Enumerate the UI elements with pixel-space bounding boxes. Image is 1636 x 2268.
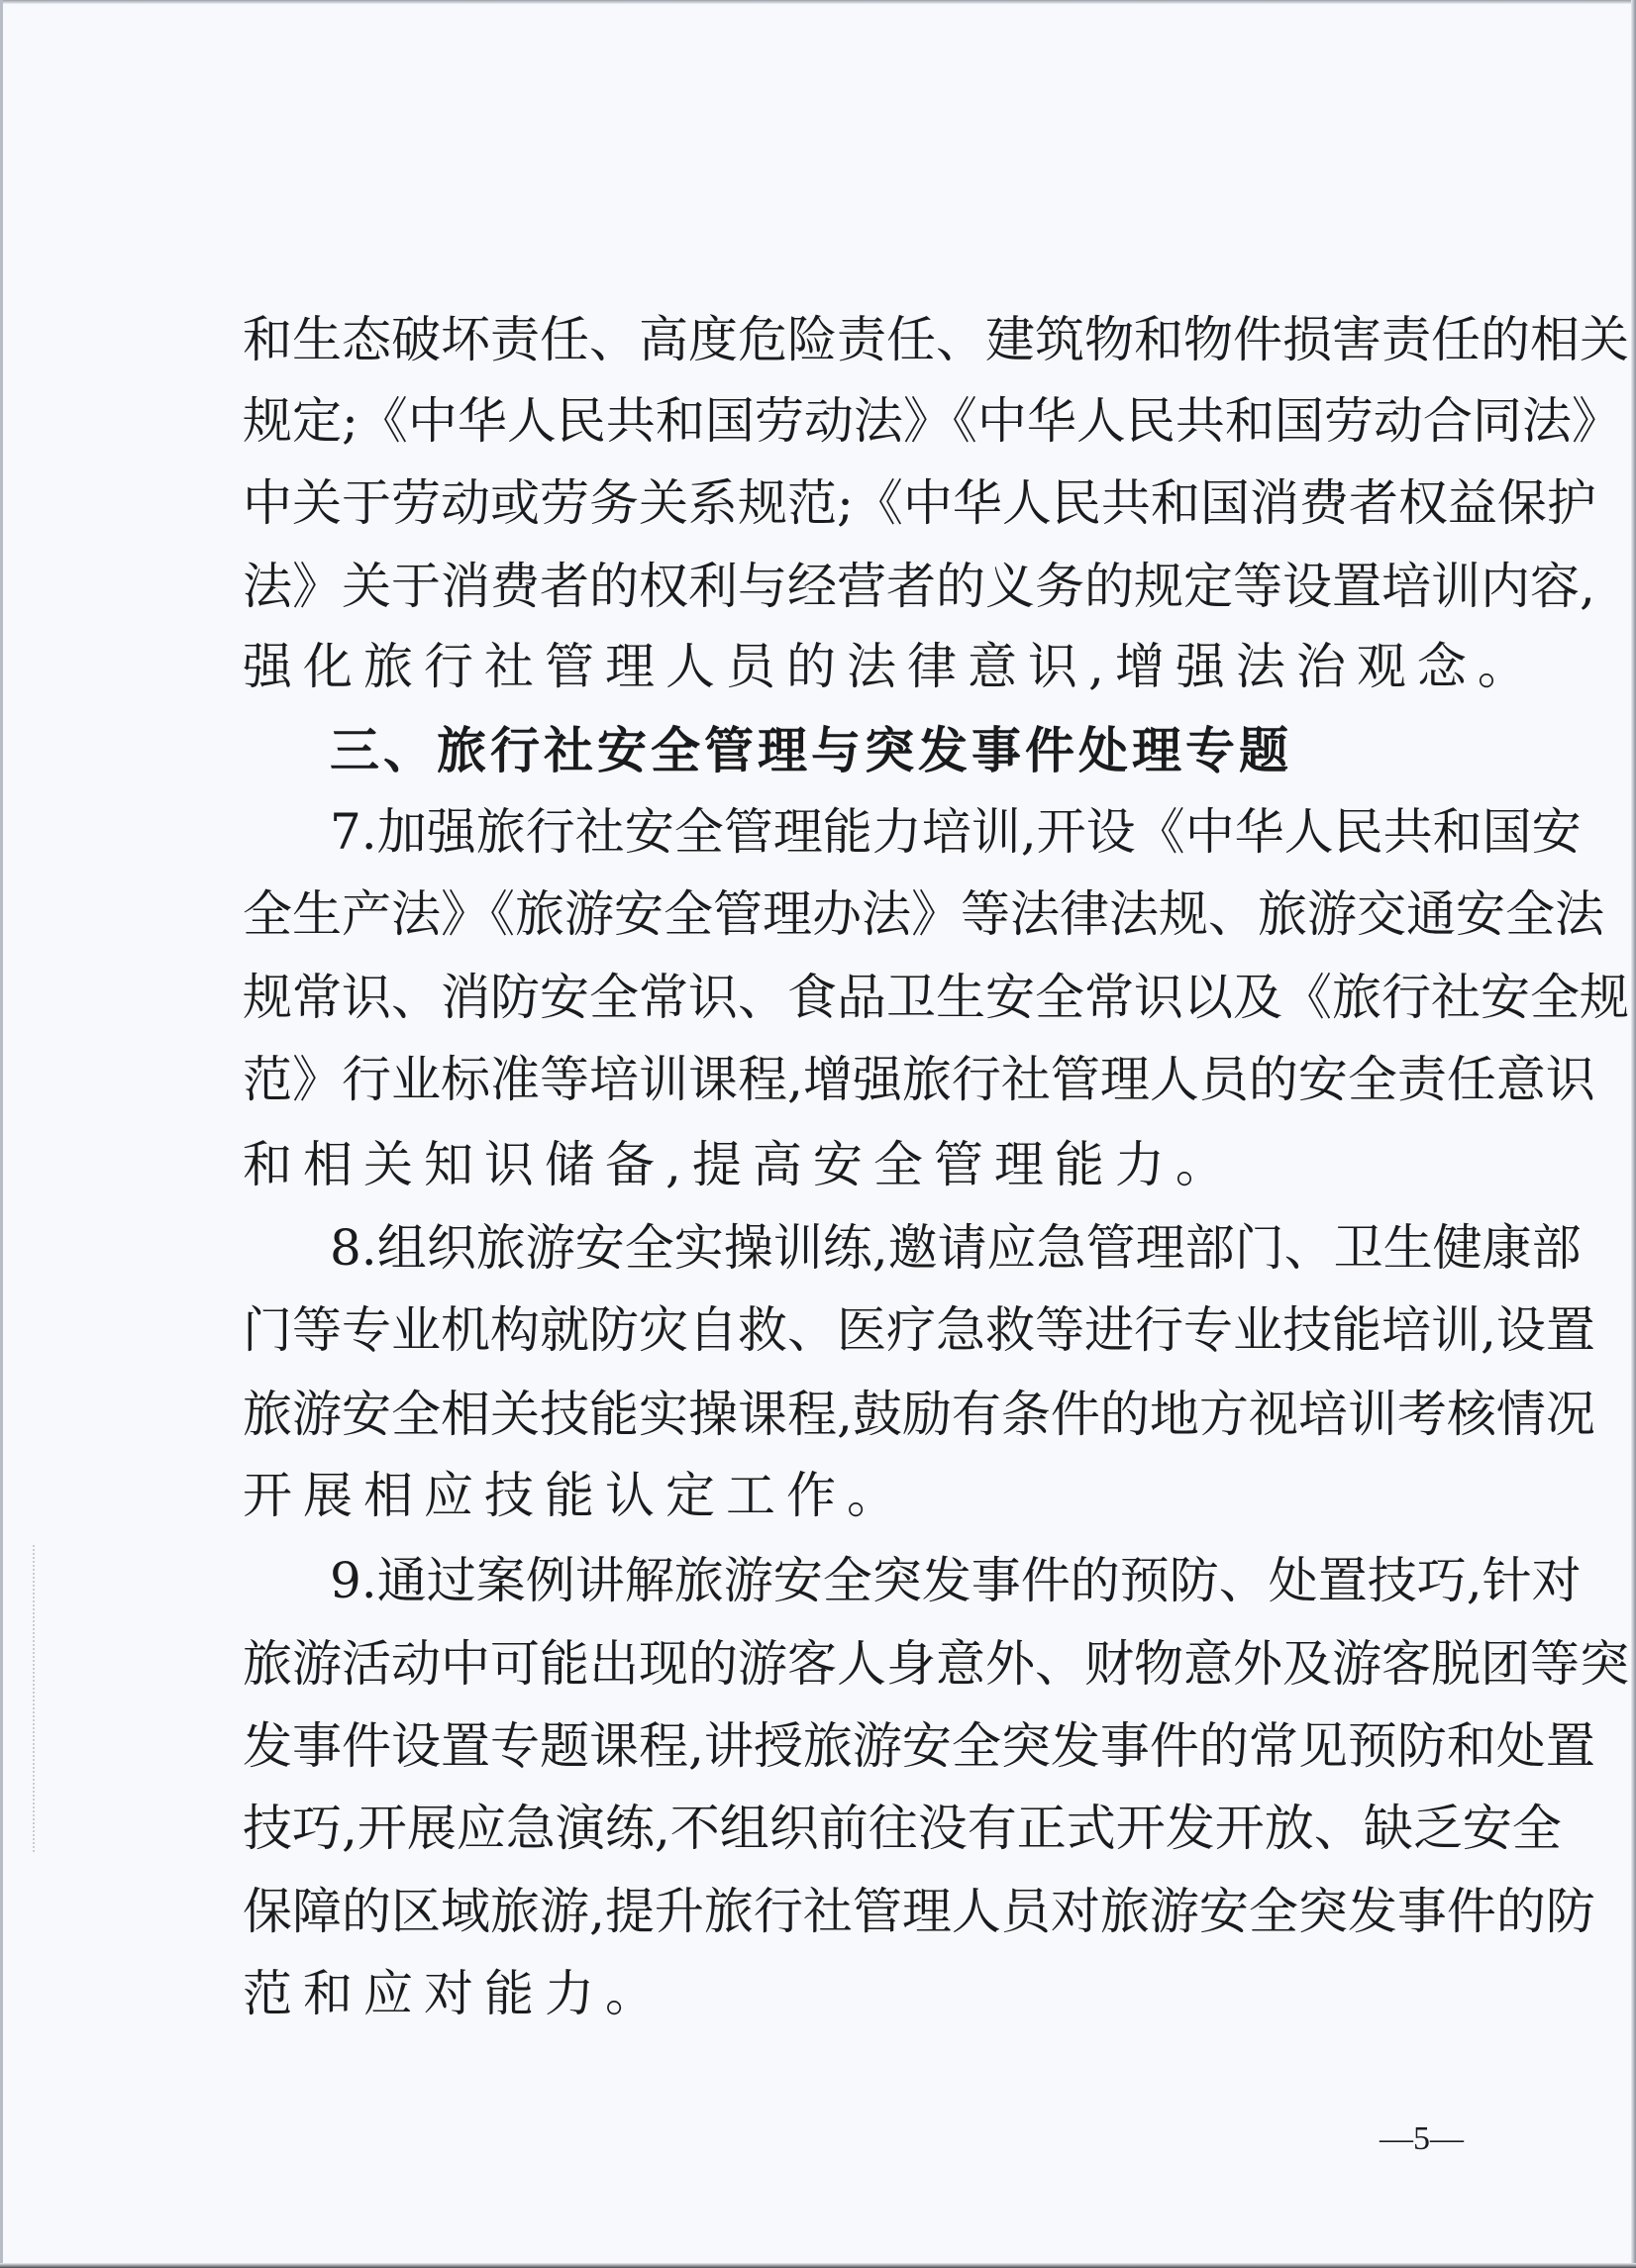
text-line: 和相关知识储备,提高安全管理能力。 [243,1136,1236,1193]
scan-edge-bottom [0,2263,1636,2268]
text-line: 旅游安全相关技能实操课程,鼓励有条件的地方视培训考核情况 [243,1386,1595,1443]
text-line: 门等专业机构就防灾自救、医疗急救等进行专业技能培训,设置 [243,1301,1595,1359]
text-line: 中关于劳动或劳务关系规范;《中华人民共和国消费者权益保护 [243,474,1596,532]
text-line: 规常识、消防安全常识、食品卫生安全常识以及《旅行社安全规 [243,969,1629,1026]
text-line: 范和应对能力。 [243,1965,665,2022]
text-line: 7.加强旅行社安全管理能力培训,开设《中华人民共和国安 [330,803,1582,861]
page-number: —5— [1380,2120,1464,2157]
section-heading: 三、旅行社安全管理与突发事件处理专题 [330,722,1292,779]
binding-hole-marks [33,1545,37,1852]
text-line: 和生态破坏责任、高度危险责任、建筑物和物件损害责任的相关 [243,311,1629,368]
text-line: 技巧,开展应急演练,不组织前往没有正式开发开放、缺乏安全 [243,1800,1562,1857]
text-line: 规定;《中华人民共和国劳动法》《中华人民共和国劳动合同法》 [243,392,1621,450]
text-line: 9.通过案例讲解旅游安全突发事件的预防、处置技巧,针对 [330,1552,1582,1609]
text-line: 全生产法》《旅游安全管理办法》等法律法规、旅游交通安全法 [243,885,1604,943]
text-line: 范》行业标准等培训课程,增强旅行社管理人员的安全责任意识 [243,1051,1595,1108]
text-line: 8.组织旅游安全实操训练,邀请应急管理部门、卫生健康部 [330,1219,1582,1277]
text-line: 发事件设置专题课程,讲授旅游安全突发事件的常见预防和处置 [243,1717,1595,1775]
scan-edge-right [1631,0,1636,2268]
text-line: 法》关于消费者的权利与经营者的义务的规定等设置培训内容, [243,558,1595,615]
text-line: 旅游活动中可能出现的游客人身意外、财物意外及游客脱团等突 [243,1635,1629,1693]
scan-edge-top [0,0,1636,4]
scan-edge-left [0,0,3,2268]
text-line: 开展相应技能认定工作。 [243,1467,907,1524]
text-line: 强化旅行社管理人员的法律意识,增强法治观念。 [243,638,1538,695]
text-line: 保障的区域旅游,提升旅行社管理人员对旅游安全突发事件的防 [243,1883,1595,1940]
